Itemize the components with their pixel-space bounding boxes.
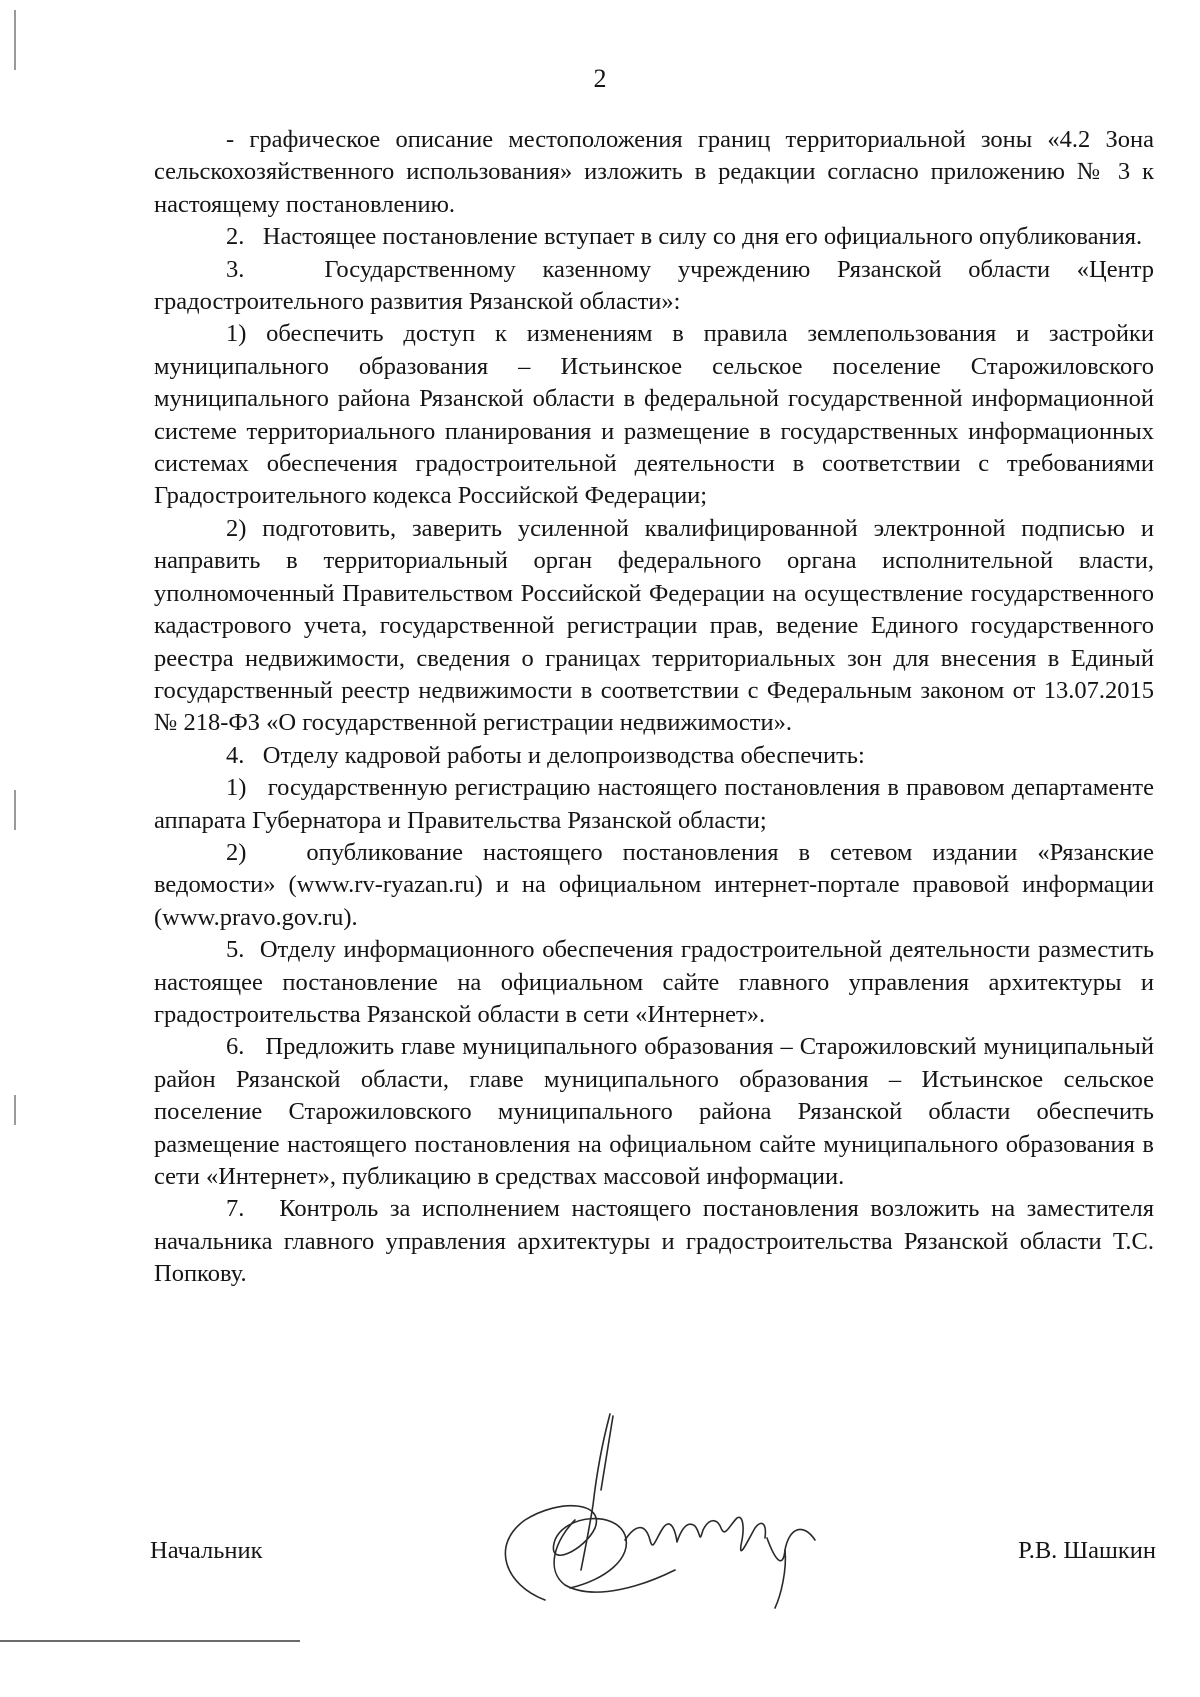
subparagraph-3-2: 2) подготовить, заверить усиленной квалифицированной электронной подписью и направить в территориальный орган федерального органа исполнительной власти, уполномоченный Правительством Российской Федерации на осуществление государственного кадастрового учета, государственной регистрации прав, ведение Единого государственного реестра недвижимости, сведения о границах территориальных зон для внесения в Единый государственный реестр недвижимости в соответствии с Федеральным законом от 13.07.2015 № 218-ФЗ «О государственной регистрации недвижимости». (154, 514, 1154, 737)
paragraph-4-hr-department: 4. Отделу кадровой работы и делопроизводства обеспечить: (226, 741, 865, 769)
page-number: 2 (593, 64, 607, 93)
paragraph-7-control: 7. Контроль за исполнением настоящего постановления возложить на заместителя начальника главного управления архитектуры и градостроительства Рязанской области Т.С. Попкову. (154, 1195, 1154, 1288)
paragraph-3-center-instructions: 3. Государственному казенному учреждению Рязанской области «Центр градостроительного развития Рязанской области»: (154, 255, 1154, 316)
signatory-name: Р.В. Шашкин (1018, 1537, 1156, 1564)
subparagraph-4-2: 2) опубликование настоящего постановления в сетевом издании «Рязанские ведомости» (www.rv-ryazan.ru) и на официальном интернет-портале правовой информации (www.pravo.gov.ru). (154, 838, 1154, 931)
paragraph-graphic-description: - графическое описание местоположения границ территориальной зоны «4.2 Зона сельскохозяйственного использования» изложить в редакции согласно приложению № 3 к настоящему постановлению. (154, 126, 1154, 218)
handwritten-signature (485, 1410, 835, 1620)
paragraph-6-municipal-heads: 6. Предложить главе муниципального образования – Старожиловский муниципальный район Рязанской области, главе муниципального образования – Истьинское сельское поселение Старожиловского муниципального района Рязанской области обеспечить размещение настоящего постановления на официальном сайте муниципального образования в сети «Интернет», публикацию в средствах массовой информации. (154, 1033, 1154, 1190)
scan-edge-mark (14, 790, 16, 830)
subparagraph-3-1: 1) обеспечить доступ к изменениям в правила землепользования и застройки муниципального образования – Истьинское сельское поселение Старожиловского муниципального района Рязанской области в федеральной государственной информационной системе территориального планирования и размещение в государственных информационных системах обеспечения градостроительной деятельности в соответствии с требованиями Градостроительного кодекса Российской Федерации; (154, 320, 1154, 510)
paragraph-2-effective-date: 2. Настоящее постановление вступает в силу со дня его официального опубликования. (226, 223, 1143, 251)
subparagraph-4-1: 1) государственную регистрацию настоящего постановления в правовом департаменте аппарата Губернатора и Правительства Рязанской области; (154, 774, 1154, 834)
document-body (154, 124, 1154, 1291)
scan-edge-mark (14, 10, 16, 70)
scan-edge-line (0, 1640, 300, 1642)
paragraph-5-information-department: 5. Отделу информационного обеспечения градостроительной деятельности разместить настоящее постановление на официальном сайте главного управления архитектуры и градостроительства Рязанской области в сети «Интернет». (154, 936, 1154, 1028)
signatory-title: Начальник (150, 1537, 263, 1564)
scan-edge-mark (14, 1095, 16, 1125)
